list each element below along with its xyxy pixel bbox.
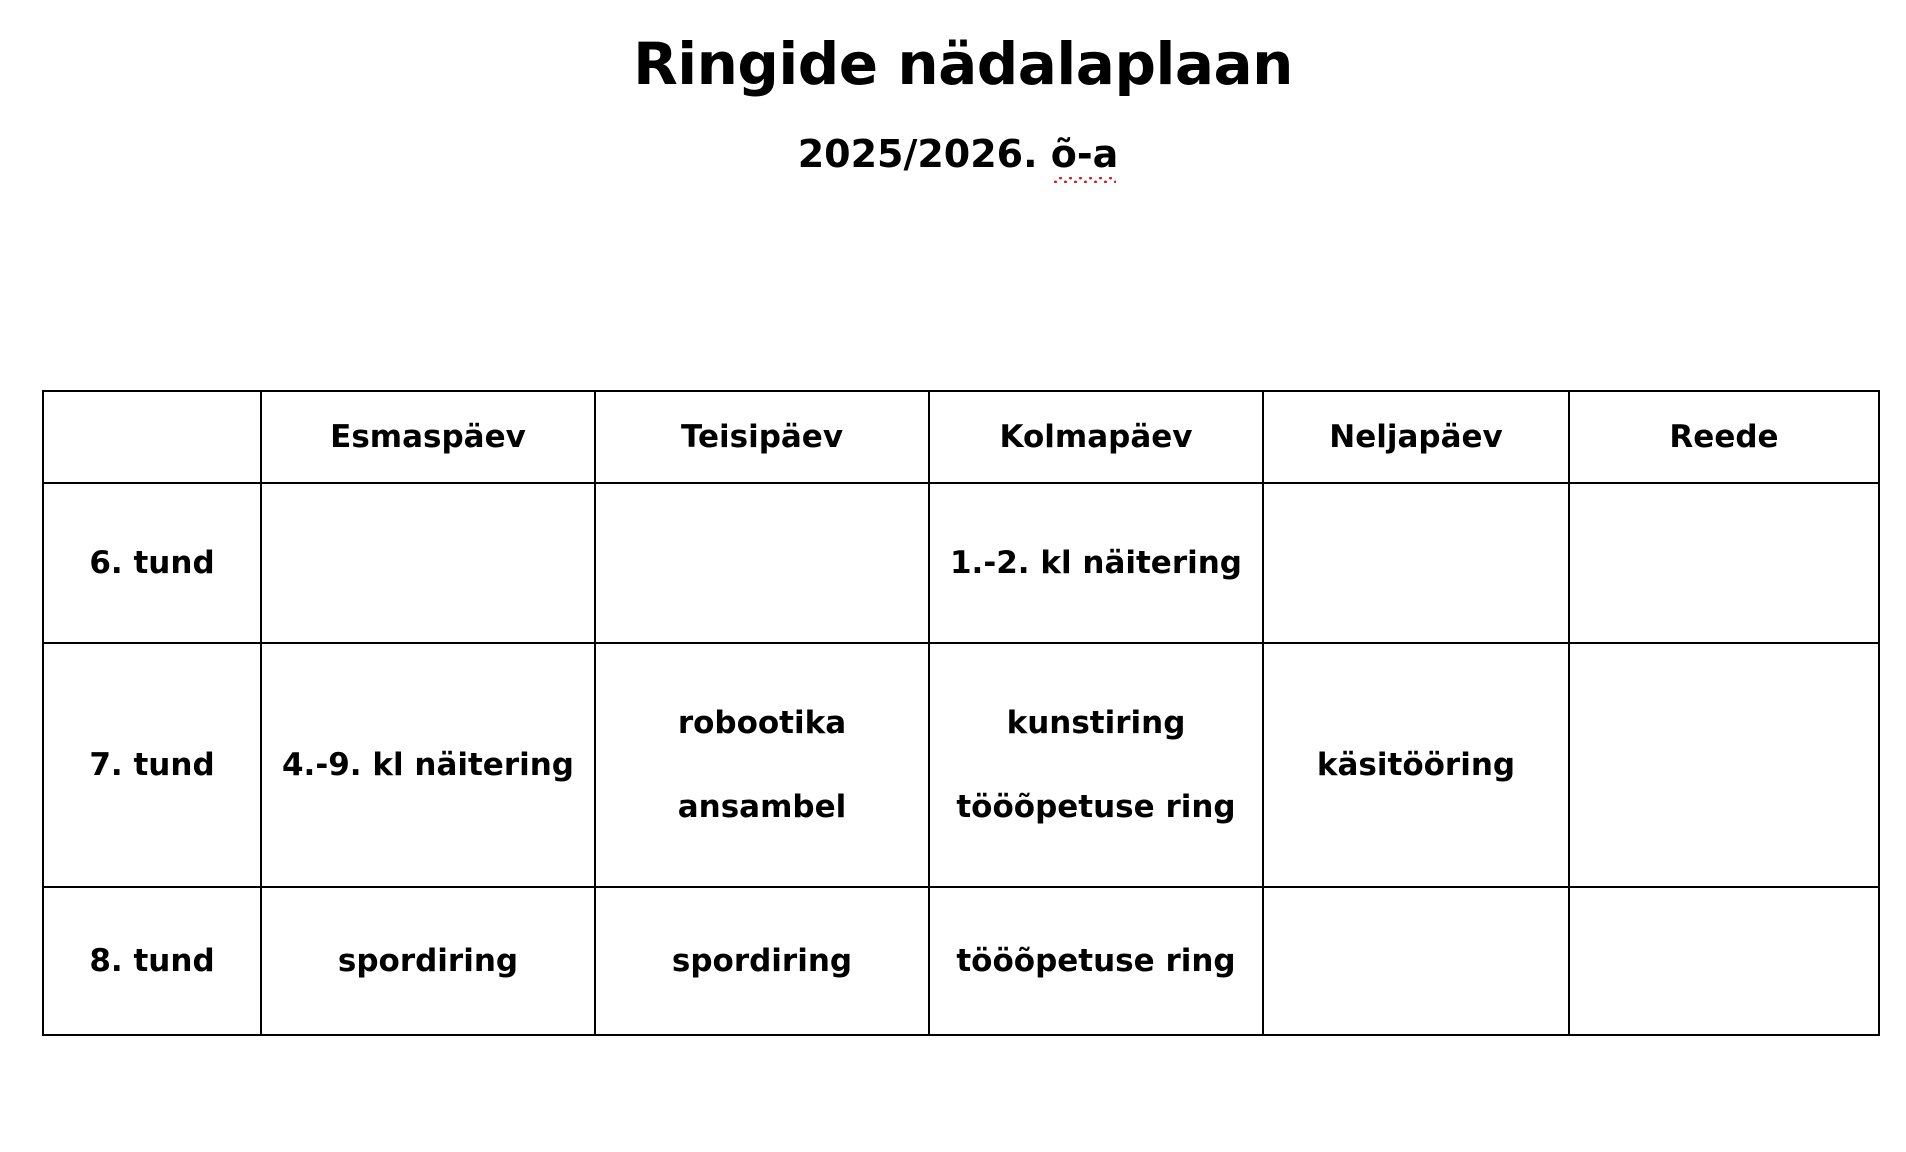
table-header-row bbox=[43, 391, 1879, 483]
corner-header bbox=[43, 391, 261, 483]
document-page bbox=[0, 30, 1906, 1152]
cell-line: robootika bbox=[677, 704, 847, 741]
table-row bbox=[43, 887, 1879, 1035]
cell-hour6-monday bbox=[261, 483, 595, 643]
row-header-hour-6: 6. tund bbox=[43, 483, 261, 643]
cell-line: 4.-9. kl näitering bbox=[281, 746, 575, 783]
subtitle-year-range: 2025/2026. bbox=[797, 132, 1051, 176]
cell-line: tööõpetuse ring bbox=[956, 789, 1236, 825]
table-row bbox=[43, 483, 1879, 643]
cell-hour7-wednesday bbox=[929, 643, 1263, 887]
cell-line: tööõpetuse ring bbox=[956, 942, 1236, 979]
cell-hour7-thursday bbox=[1263, 643, 1569, 887]
page-title: Ringide nädalaplaan bbox=[633, 30, 1293, 98]
column-header-tuesday: Teisipäev bbox=[595, 391, 929, 483]
column-header-friday: Reede bbox=[1569, 391, 1879, 483]
cell-line: ansambel bbox=[677, 789, 847, 825]
table-row bbox=[43, 643, 1879, 887]
page-subtitle bbox=[0, 132, 1906, 176]
cell-line: kunstiring bbox=[1006, 704, 1186, 741]
cell-line: spordiring bbox=[671, 942, 853, 979]
column-header-monday: Esmaspäev bbox=[261, 391, 595, 483]
cell-hour7-monday bbox=[261, 643, 595, 887]
cell-line: spordiring bbox=[337, 942, 519, 979]
row-header-hour-8: 8. tund bbox=[43, 887, 261, 1035]
cell-hour8-thursday bbox=[1263, 887, 1569, 1035]
column-header-wednesday: Kolmapäev bbox=[929, 391, 1263, 483]
cell-hour7-tuesday bbox=[595, 643, 929, 887]
schedule-table-wrapper bbox=[42, 390, 1872, 1036]
cell-hour8-monday bbox=[261, 887, 595, 1035]
cell-hour8-friday bbox=[1569, 887, 1879, 1035]
cell-hour6-thursday bbox=[1263, 483, 1569, 643]
cell-line: käsitööring bbox=[1316, 746, 1516, 783]
subtitle-misspelled-word: õ-a bbox=[1050, 132, 1119, 176]
cell-hour7-friday bbox=[1569, 643, 1879, 887]
cell-hour8-wednesday bbox=[929, 887, 1263, 1035]
cell-hour6-friday bbox=[1569, 483, 1879, 643]
column-header-thursday: Neljapäev bbox=[1263, 391, 1569, 483]
row-header-hour-7: 7. tund bbox=[43, 643, 261, 887]
schedule-table bbox=[42, 390, 1880, 1036]
cell-hour8-tuesday bbox=[595, 887, 929, 1035]
cell-line: 1.-2. kl näitering bbox=[949, 544, 1243, 581]
cell-hour6-tuesday bbox=[595, 483, 929, 643]
cell-hour6-wednesday bbox=[929, 483, 1263, 643]
